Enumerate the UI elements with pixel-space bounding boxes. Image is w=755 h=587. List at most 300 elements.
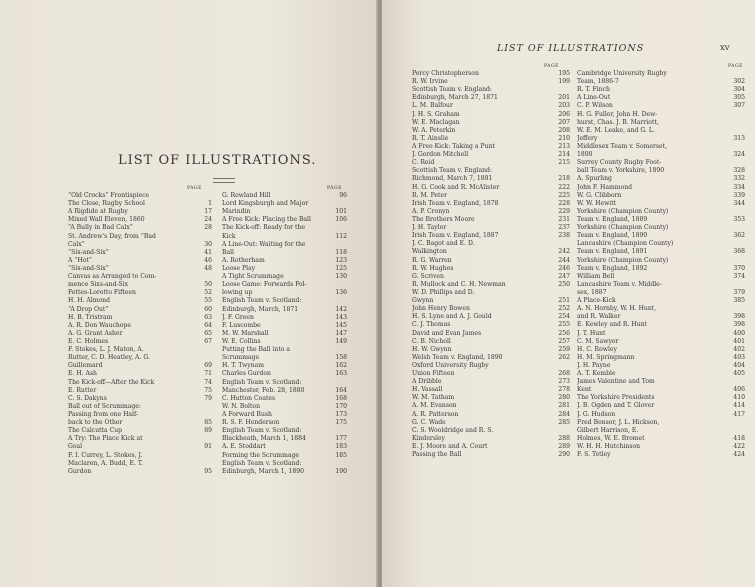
page-heading: PAGE: [544, 64, 560, 69]
entry-title: Surrey County Rugby Foot-: [577, 159, 662, 167]
illustration-entry: [577, 248, 745, 256]
entry-page: 228: [558, 199, 570, 207]
entry-title: Scottish Team v. England:: [412, 86, 492, 94]
entry-title: Welsh Team v. England, 1890: [412, 353, 503, 361]
entry-page: 242: [558, 248, 570, 256]
entry-page: 353: [733, 215, 745, 223]
entry-title: Scottish Team v. England:: [412, 167, 492, 175]
entry-page: 75: [204, 386, 212, 394]
illustration-entry: [68, 200, 212, 208]
entry-title: A Try: The Place Kick at: [68, 435, 143, 443]
entry-page: 288: [558, 434, 570, 442]
entry-title: James Valentine and Tom: [577, 378, 655, 386]
entry-title: A. G. Grant Asher: [68, 329, 123, 337]
entry-title: W. E. Collins: [222, 337, 261, 345]
entry-title: Kent: [577, 386, 592, 394]
illustration-entry: [412, 102, 570, 110]
entry-page: 385: [733, 297, 745, 305]
folio-number: xv: [720, 43, 730, 53]
entry-title: Kick: [222, 232, 236, 240]
entry-title: A Forward Rush: [222, 410, 272, 418]
entry-page: 175: [335, 419, 347, 427]
entry-title: J. H. S. Graham: [412, 110, 460, 118]
entry-title: 1890: [577, 151, 593, 159]
illustration-entry: [412, 86, 570, 94]
illustration-entry: [222, 403, 347, 411]
entry-page: 229: [558, 207, 570, 215]
entry-page: 252: [558, 305, 570, 313]
entry-title: W. E. M. Leake, and G. L.: [577, 126, 655, 134]
entry-title: Marindin: [222, 208, 251, 216]
entry-title: R. S. F. Henderson: [222, 419, 280, 427]
illustration-entry: [577, 362, 745, 370]
entry-page: 218: [558, 175, 570, 183]
illustration-entry: [412, 240, 570, 248]
entry-title: A. E. Stoddart: [222, 443, 266, 451]
illustration-entry: [68, 387, 212, 395]
entry-title: ball Team v. Yorkshire, 1890: [577, 167, 665, 175]
entry-page: 183: [335, 443, 347, 451]
illustration-entry: [412, 378, 570, 386]
illustration-entry: [577, 151, 745, 159]
entry-page: 368: [733, 248, 745, 256]
illustration-entry: [412, 94, 570, 102]
illustration-entry: [68, 330, 212, 338]
entry-title: R. W. Hughes: [412, 264, 454, 272]
illustration-entry: [412, 119, 570, 127]
entry-page: 255: [558, 321, 570, 329]
illustration-entry: [68, 427, 212, 435]
entry-title: Rutter, C. D. Heatley, A. G.: [68, 354, 150, 362]
entry-page: 289: [558, 443, 570, 451]
entry-page: 215: [558, 159, 570, 167]
entry-title: C. Reid: [412, 159, 435, 167]
entry-title: Kindersley: [412, 434, 445, 442]
entry-title: Ball: [222, 248, 235, 256]
illustration-entry: [577, 411, 745, 419]
entry-title: F. Stokes, L. J. Maton, A.: [68, 346, 144, 354]
illustration-entry: [412, 151, 570, 159]
illustration-entry: [577, 232, 745, 240]
illustration-entry: [577, 265, 745, 273]
entry-title: English Team v. Scotland:: [222, 459, 302, 467]
entry-title: A. R. Patterson: [412, 410, 459, 418]
illustration-entry: [412, 200, 570, 208]
illustration-entry: [68, 257, 212, 265]
illustration-entry: [412, 354, 570, 362]
entry-page: 69: [204, 362, 212, 370]
entry-title: Gwynn: [412, 297, 434, 305]
entry-title: Union Fifteen: [412, 370, 455, 378]
entry-title: G. C. Wade: [412, 418, 446, 426]
entry-page: 199: [558, 78, 570, 86]
entry-title: Team, 1886-7: [577, 78, 619, 86]
entry-page: 173: [335, 410, 347, 418]
entry-page: 222: [558, 183, 570, 191]
entry-page: 162: [335, 362, 347, 370]
illustration-entry: [577, 135, 745, 143]
entry-title: J. T. Hunt: [577, 329, 606, 337]
illustration-entry: [577, 378, 745, 386]
illustration-entry: [222, 346, 347, 354]
illustration-entry: [222, 265, 347, 273]
entry-title: John Henry Bowen: [412, 305, 470, 313]
entry-title: Jeffery: [577, 134, 598, 142]
entry-page: 145: [335, 321, 347, 329]
entry-title: Manchester, Feb. 28, 1880: [222, 386, 305, 394]
entry-page: 262: [558, 353, 570, 361]
illustration-entry: [412, 338, 570, 346]
illustration-entry: [222, 387, 347, 395]
entry-title: English Team v. Scotland:: [222, 297, 302, 305]
entry-page: 123: [335, 256, 347, 264]
entry-title: R. T. Ainslie: [412, 134, 449, 142]
illustration-entry: [412, 402, 570, 410]
illustration-entry: [577, 394, 745, 402]
illustration-entry: [577, 208, 745, 216]
entry-page: 398: [733, 313, 745, 321]
entry-page: 55: [204, 297, 212, 305]
entry-page: 370: [733, 264, 745, 272]
illustration-entry: [412, 443, 570, 451]
entry-title: C. J. Thomas: [412, 321, 451, 329]
illustration-entry: [222, 200, 347, 208]
left-column-1: [68, 192, 212, 476]
entry-title: W. E. Maclagan: [412, 118, 460, 126]
illustration-entry: [412, 394, 570, 402]
entry-title: Percy Christopherson: [412, 70, 479, 77]
illustration-entry: [577, 257, 745, 265]
entry-page: 334: [733, 183, 745, 191]
entry-title: J. G. Hudson: [577, 410, 616, 418]
illustration-entry: [577, 86, 745, 94]
entry-title: A Free Kick: Taking a Punt: [412, 142, 495, 150]
entry-title: J. H. Taylor: [412, 224, 447, 232]
illustration-entry: [222, 216, 347, 224]
entry-page: 147: [335, 329, 347, 337]
entry-title: C. P. Wilson: [577, 102, 613, 110]
illustration-entry: [412, 78, 570, 86]
entry-page: 65: [204, 329, 212, 337]
illustration-entry: [577, 200, 745, 208]
entry-page: 67: [204, 337, 212, 345]
entry-title: Goal: [68, 443, 83, 451]
entry-title: E. J. Moore and A. Court: [412, 443, 488, 451]
entry-title: H. W. Gwynn: [412, 345, 452, 353]
illustration-entry: [412, 427, 570, 435]
entry-page: 339: [733, 191, 745, 199]
entry-title: The Kick-off: Ready for the: [222, 224, 305, 232]
entry-title: J. H. Payne: [577, 361, 611, 369]
illustration-entry: [68, 395, 212, 403]
illustration-entry: [577, 386, 745, 394]
illustration-entry: [222, 435, 347, 443]
page-heading: PAGE: [187, 186, 203, 191]
illustration-entry: [412, 330, 570, 338]
entry-title: “Six-and-Six”: [68, 248, 109, 256]
illustration-entry: [68, 289, 212, 297]
entry-page: 398: [733, 321, 745, 329]
entry-page: 30: [204, 240, 212, 248]
entry-title: Gilbert Harrison, E.: [577, 426, 639, 434]
entry-title: Loose Game: Forwards Fol-: [222, 281, 307, 289]
illustration-entry: [68, 460, 212, 468]
entry-title: A Tight Scrummage: [222, 273, 284, 281]
entry-title: E. Rutter: [68, 386, 97, 394]
entry-page: 238: [558, 232, 570, 240]
illustration-entry: [222, 370, 347, 378]
illustration-entry: [412, 346, 570, 354]
illustration-entry: [222, 208, 347, 216]
illustration-entry: [222, 460, 347, 468]
illustration-entry: [577, 435, 745, 443]
illustration-entry: [577, 184, 745, 192]
entry-title: F. I. Currey, L. Stokes, J.: [68, 451, 143, 459]
entry-title: H. B. Tristram: [68, 313, 113, 321]
illustration-entry: [222, 330, 347, 338]
entry-title: W. M. Tatham: [412, 394, 455, 402]
entry-title: Lord Kingsburgh and Major: [222, 200, 309, 208]
illustration-entry: [577, 70, 745, 78]
entry-title: A “Hot”: [68, 256, 93, 264]
entry-title: C. B. Nicholl: [412, 337, 451, 345]
illustration-entry: [222, 224, 347, 232]
entry-title: W. H. H. Hutchinson: [577, 443, 641, 451]
entry-title: Maclaren, A. Budd, E. T.: [68, 459, 143, 467]
entry-page: 1: [208, 200, 212, 208]
entry-title: J. Gordon Mitchell: [412, 151, 469, 159]
entry-title: Forming the Scrummage: [222, 451, 300, 459]
illustration-entry: [412, 435, 570, 443]
illustration-entry: [412, 370, 570, 378]
entry-title: H. S. Lyne and A. J. Gould: [412, 313, 492, 321]
entry-title: Richmond, March 7, 1891: [412, 175, 493, 183]
illustration-entry: [577, 111, 745, 119]
entry-title: Guillemard: [68, 362, 103, 370]
illustration-entry: [222, 468, 347, 476]
entry-title: A. M. Evanson: [412, 402, 457, 410]
illustration-entry: [412, 419, 570, 427]
illustration-entry: [68, 370, 212, 378]
illustration-entry: [222, 297, 347, 305]
illustration-entry: [577, 143, 745, 151]
entry-title: “Old Crocks” Frontispiece: [68, 192, 150, 199]
entry-page: 17: [204, 208, 212, 216]
entry-page: 85: [204, 419, 212, 427]
entry-page: 52: [204, 289, 212, 297]
illustration-entry: [412, 305, 570, 313]
entry-title: A Line-Out: Waiting for the: [222, 240, 306, 248]
entry-page: 130: [335, 273, 347, 281]
entry-title: Team v. England, 1892: [577, 264, 648, 272]
entry-page: 400: [733, 329, 745, 337]
page-heading: PAGE: [728, 64, 744, 69]
entry-page: 246: [558, 264, 570, 272]
entry-page: 106: [335, 216, 347, 224]
entry-page: 328: [733, 167, 745, 175]
illustration-entry: [222, 452, 347, 460]
illustration-entry: [577, 273, 745, 281]
entry-page: 410: [733, 394, 745, 402]
entry-title: Blackheath, March 1, 1884: [222, 435, 306, 443]
entry-page: 305: [733, 94, 745, 102]
entry-title: R. G. Warren: [412, 256, 452, 264]
entry-page: 250: [558, 280, 570, 288]
illustration-entry: [68, 297, 212, 305]
entry-title: Loose Play: [222, 264, 256, 272]
entry-title: “A Drop Out”: [68, 305, 109, 313]
entry-title: lowing up: [222, 289, 253, 297]
illustration-entry: [577, 127, 745, 135]
entry-page: 195: [558, 70, 570, 77]
entry-title: A. R. Don Wauchope: [68, 321, 131, 329]
illustration-entry: [222, 257, 347, 265]
illustration-entry: [412, 208, 570, 216]
entry-title: H. T. Twynam: [222, 362, 265, 370]
entry-title: English Team v. Scotland:: [222, 378, 302, 386]
entry-page: 344: [733, 199, 745, 207]
entry-title: Team v. England, 1890: [577, 232, 648, 240]
illustration-entry: [68, 208, 212, 216]
entry-page: 406: [733, 386, 745, 394]
entry-page: 177: [335, 435, 347, 443]
entry-title: Team v. England, 1889: [577, 215, 648, 223]
illustration-entry: [68, 314, 212, 322]
entry-page: 63: [204, 313, 212, 321]
entry-page: 210: [558, 134, 570, 142]
illustration-entry: [412, 167, 570, 175]
entry-page: 64: [204, 321, 212, 329]
entry-title: Canvas as Arranged to Com-: [68, 273, 157, 281]
illustration-entry: [222, 249, 347, 257]
entry-title: A Dribble: [412, 378, 442, 386]
illustration-entry: [412, 70, 570, 78]
entry-title: Oxford University Rugby: [412, 361, 489, 369]
entry-title: M. W. Marshall: [222, 329, 269, 337]
entry-title: A Free Kick: Placing the Ball: [222, 216, 311, 224]
entry-page: 374: [733, 272, 745, 280]
entry-title: C. Hutton Coates: [222, 394, 276, 402]
entry-page: 251: [558, 297, 570, 305]
entry-page: 190: [335, 467, 347, 475]
illustration-entry: [68, 265, 212, 273]
entry-title: E. C. Holmes: [68, 337, 109, 345]
entry-page: 281: [558, 402, 570, 410]
illustration-entry: [412, 216, 570, 224]
illustration-entry: [577, 216, 745, 224]
entry-title: F. S. Tetley: [577, 451, 611, 459]
entry-title: A. Rotherham: [222, 256, 265, 264]
title-ornament: [213, 178, 235, 183]
illustration-entry: [412, 127, 570, 135]
entry-page: 163: [335, 370, 347, 378]
entry-page: 418: [733, 434, 745, 442]
entry-page: 273: [558, 378, 570, 386]
entry-page: 304: [733, 86, 745, 94]
illustration-entry: [68, 419, 212, 427]
entry-title: A Rigdide at Rugby: [68, 208, 128, 216]
illustration-entry: [412, 184, 570, 192]
illustration-entry: [68, 233, 212, 241]
illustration-entry: [412, 297, 570, 305]
entry-page: 424: [733, 451, 745, 459]
entry-title: R. W. Irvine: [412, 78, 448, 86]
entry-page: 79: [204, 394, 212, 402]
entry-title: back to the Other: [68, 419, 123, 427]
illustration-entry: [68, 216, 212, 224]
entry-page: 257: [558, 337, 570, 345]
entry-title: A. P. Cronyn: [412, 207, 450, 215]
entry-title: H. Vassall: [412, 386, 443, 394]
entry-title: Lancashire (Champion County): [577, 240, 674, 248]
right-column-1: [412, 70, 570, 459]
entry-title: Lancashire Team v. Middle-: [577, 280, 662, 288]
entry-title: W. W. Hewitt: [577, 199, 617, 207]
illustration-entry: [68, 354, 212, 362]
entry-page: 143: [335, 313, 347, 321]
illustration-entry: [577, 427, 745, 435]
entry-page: 302: [733, 78, 745, 86]
entry-title: The Brothers Moore: [412, 215, 475, 223]
illustration-entry: [68, 403, 212, 411]
entry-title: sex, 1887: [577, 288, 607, 296]
entry-page: 403: [733, 353, 745, 361]
entry-title: Edinburgh, March 1, 1890: [222, 467, 304, 475]
entry-title: Yorkshire (Champion County): [577, 224, 669, 232]
entry-page: 50: [204, 281, 212, 289]
illustration-entry: [412, 224, 570, 232]
entry-title: mence Sixs-and-Six: [68, 281, 129, 289]
illustration-entry: [412, 289, 570, 297]
entry-page: 379: [733, 288, 745, 296]
illustration-entry: [577, 192, 745, 200]
illustration-entry: [412, 192, 570, 200]
entry-page: 168: [335, 394, 347, 402]
entry-title: The Kick-off—After the Kick: [68, 378, 155, 386]
illustration-entry: [577, 402, 745, 410]
page-title: LIST OF ILLUSTRATIONS.: [118, 153, 317, 168]
illustration-entry: [222, 322, 347, 330]
illustration-entry: [577, 297, 745, 305]
entry-title: Putting the Ball into a: [222, 346, 291, 354]
entry-title: H. H. Almond: [68, 297, 110, 305]
illustration-entry: [577, 346, 745, 354]
entry-title: R. M. Peter: [412, 191, 447, 199]
entry-title: Fred Bonsor, J. L. Hickson,: [577, 418, 660, 426]
entry-page: 231: [558, 215, 570, 223]
entry-page: 91: [204, 443, 212, 451]
entry-title: Yorkshire (Champion County): [577, 207, 669, 215]
illustration-entry: [577, 94, 745, 102]
entry-title: C. S. Dakyns: [68, 394, 107, 402]
illustration-entry: [68, 379, 212, 387]
entry-title: Team v. England, 1891: [577, 248, 648, 256]
entry-title: John F. Hammond: [577, 183, 633, 191]
entry-title: C. M. Sawyer: [577, 337, 619, 345]
illustration-entry: [222, 427, 347, 435]
entry-title: David and Evan James: [412, 329, 482, 337]
illustration-entry: [577, 305, 745, 313]
illustration-entry: [222, 419, 347, 427]
illustration-entry: [68, 192, 212, 200]
illustration-entry: [222, 241, 347, 249]
entry-title: L. M. Balfour: [412, 102, 453, 110]
entry-title: R. T. Finch: [577, 86, 610, 94]
illustration-entry: [222, 233, 347, 241]
illustration-entry: [68, 241, 212, 249]
illustration-entry: [222, 411, 347, 419]
entry-page: 404: [733, 361, 745, 369]
